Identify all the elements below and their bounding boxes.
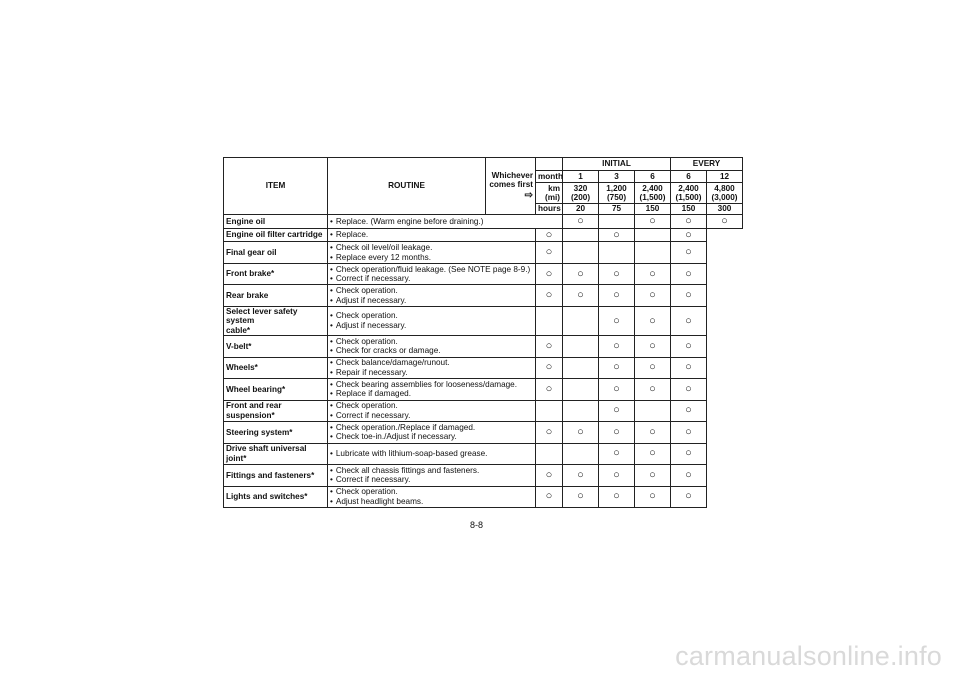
interval-mark-cell [599, 336, 635, 358]
check-circle-icon: ○ [613, 382, 620, 395]
interval-mark-cell [563, 443, 599, 465]
interval-hours: 150 [635, 204, 671, 215]
interval-mark-cell [536, 486, 563, 508]
interval-mark-cell [671, 357, 707, 379]
routine-text: • Replace. [330, 230, 533, 239]
routine-text: • Check all chassis fittings and fasteners. [330, 466, 533, 475]
routine-text: • Check operation/fluid leakage. (See NOTE page 8-9.) [330, 265, 533, 274]
table-body [224, 215, 743, 508]
item-cell [224, 379, 328, 401]
interval-mark-cell [671, 486, 707, 508]
table-row [224, 263, 743, 285]
maintenance-table [223, 157, 743, 508]
check-circle-icon: ○ [685, 228, 692, 241]
interval-mark-cell [599, 486, 635, 508]
routine-cell [328, 400, 536, 422]
routine-text: • Replace. (Warm engine before draining.) [330, 217, 560, 226]
interval-mi: (200) [570, 193, 591, 202]
check-circle-icon: ○ [721, 215, 728, 227]
check-circle-icon: ○ [577, 490, 584, 503]
check-circle-icon: ○ [613, 490, 620, 503]
hours-label: hours [536, 204, 563, 215]
interval-mark-cell [563, 215, 599, 229]
interval-mark-cell [599, 465, 635, 487]
item-text: Engine oil [226, 216, 266, 226]
interval-mi: (1,500) [675, 193, 702, 202]
item-text: Wheel bearing* [226, 384, 286, 394]
item-cell [224, 306, 328, 335]
routine-text: • Check operation. [330, 337, 533, 346]
check-circle-icon: ○ [685, 314, 692, 327]
interval-mark-cell [536, 228, 563, 242]
check-circle-icon: ○ [577, 215, 584, 227]
check-circle-icon: ○ [577, 289, 584, 302]
check-circle-icon: ○ [685, 339, 692, 352]
interval-mark-cell [599, 285, 635, 307]
interval-mark-cell [563, 285, 599, 307]
item-cell [224, 228, 328, 242]
check-circle-icon: ○ [577, 468, 584, 481]
interval-mark-cell [563, 336, 599, 358]
interval-mark-cell [635, 465, 671, 487]
interval-mark-cell [635, 215, 671, 229]
item-text: Final gear oil [226, 247, 277, 257]
check-circle-icon: ○ [649, 425, 656, 438]
routine-cell [328, 228, 536, 242]
interval-distance [599, 183, 635, 204]
interval-mark-cell [707, 215, 743, 229]
routine-text: • Check toe-in./Adjust if necessary. [330, 432, 533, 441]
table-row [224, 215, 743, 229]
interval-mark-cell [671, 465, 707, 487]
interval-distance [671, 183, 707, 204]
table-row [224, 465, 743, 487]
check-circle-icon: ○ [685, 246, 692, 259]
interval-mark-cell [536, 465, 563, 487]
interval-mark-cell [635, 379, 671, 401]
interval-distance [635, 183, 671, 204]
interval-mark-cell [635, 263, 671, 285]
page-number: 8-8 [470, 520, 484, 530]
check-circle-icon: ○ [649, 361, 656, 374]
whichever-comes-first [486, 158, 536, 215]
routine-text: • Check operation./Replace if damaged. [330, 423, 533, 432]
routine-cell [328, 465, 536, 487]
interval-mark-cell [635, 228, 671, 242]
interval-mark-cell [599, 228, 635, 242]
routine-cell [328, 285, 536, 307]
table-header [224, 158, 743, 215]
interval-hours: 20 [563, 204, 599, 215]
item-text: Fittings and fasteners* [226, 470, 315, 480]
interval-mark-cell [536, 400, 563, 422]
routine-text: • Check operation. [330, 311, 533, 320]
routine-cell [328, 336, 536, 358]
interval-mark-cell [536, 336, 563, 358]
interval-mark-cell [536, 357, 563, 379]
interval-mark-cell [599, 215, 635, 229]
interval-mi: (1,500) [639, 193, 666, 202]
check-circle-icon: ○ [649, 289, 656, 302]
interval-distance [707, 183, 743, 204]
interval-mark-cell [599, 242, 635, 264]
interval-month: 12 [707, 171, 743, 183]
routine-text: • Correct if necessary. [330, 411, 533, 420]
interval-month: 1 [563, 171, 599, 183]
check-circle-icon: ○ [649, 215, 656, 227]
table-row [224, 486, 743, 508]
routine-text: • Check balance/damage/runout. [330, 358, 533, 367]
item-text: joint* [226, 453, 247, 463]
interval-mark-cell [536, 285, 563, 307]
item-cell [224, 357, 328, 379]
check-circle-icon: ○ [685, 447, 692, 460]
interval-mark-cell [671, 379, 707, 401]
interval-mark-cell [599, 379, 635, 401]
interval-km: 320 [573, 183, 588, 193]
table-row [224, 306, 743, 335]
check-circle-icon: ○ [545, 490, 553, 503]
item-cell [224, 465, 328, 487]
interval-mark-cell [671, 400, 707, 422]
item-text: Front brake* [226, 269, 275, 279]
interval-mark-cell [635, 242, 671, 264]
initial-header: INITIAL [563, 158, 671, 171]
interval-mark-cell [536, 263, 563, 285]
check-circle-icon: ○ [685, 361, 692, 374]
interval-mark-cell [599, 422, 635, 444]
check-circle-icon: ○ [685, 289, 692, 302]
interval-mark-cell [563, 400, 599, 422]
routine-text: • Adjust if necessary. [330, 321, 533, 330]
check-circle-icon: ○ [613, 447, 620, 460]
check-circle-icon: ○ [613, 339, 620, 352]
routine-text: • Replace every 12 months. [330, 253, 533, 262]
interval-hours: 75 [599, 204, 635, 215]
routine-column-header: ROUTINE [328, 158, 486, 215]
check-circle-icon: ○ [685, 404, 692, 417]
check-circle-icon: ○ [685, 215, 692, 227]
check-circle-icon: ○ [649, 468, 656, 481]
check-circle-icon: ○ [613, 468, 620, 481]
item-text: Wheels* [226, 363, 258, 373]
item-cell [224, 486, 328, 508]
routine-text: • Check operation. [330, 286, 533, 295]
check-circle-icon: ○ [545, 267, 553, 280]
table-row [224, 228, 743, 242]
interval-mark-cell [536, 242, 563, 264]
item-text: Drive shaft universal [226, 444, 307, 454]
interval-mark-cell [563, 486, 599, 508]
interval-mark-cell [599, 306, 635, 335]
interval-mark-cell [671, 422, 707, 444]
routine-text: • Check oil level/oil leakage. [330, 243, 533, 252]
routine-text: • Check for cracks or damage. [330, 346, 533, 355]
interval-mark-cell [635, 336, 671, 358]
check-circle-icon: ○ [613, 361, 620, 374]
check-circle-icon: ○ [649, 314, 656, 327]
check-circle-icon: ○ [545, 425, 553, 438]
interval-hours: 150 [671, 204, 707, 215]
item-text: Front and rear [226, 401, 282, 411]
interval-mark-cell [671, 228, 707, 242]
interval-mark-cell [536, 379, 563, 401]
check-circle-icon: ○ [649, 339, 656, 352]
routine-text: • Check bearing assemblies for looseness/damage. [330, 380, 533, 389]
check-circle-icon: ○ [649, 267, 656, 280]
check-circle-icon: ○ [577, 267, 584, 280]
mi-label: (mi) [544, 193, 560, 202]
check-circle-icon: ○ [545, 339, 553, 352]
check-circle-icon: ○ [685, 425, 692, 438]
check-circle-icon: ○ [545, 361, 553, 374]
item-cell [224, 400, 328, 422]
interval-mark-cell [635, 306, 671, 335]
interval-mark-cell [671, 242, 707, 264]
check-circle-icon: ○ [613, 289, 620, 302]
interval-mark-cell [599, 263, 635, 285]
routine-cell [328, 379, 536, 401]
check-circle-icon: ○ [685, 382, 692, 395]
table-row [224, 336, 743, 358]
distance-label [536, 183, 563, 204]
interval-mark-cell [671, 336, 707, 358]
item-cell [224, 422, 328, 444]
month-label: month [536, 171, 563, 183]
routine-text: • Correct if necessary. [330, 475, 533, 484]
interval-mark-cell [671, 306, 707, 335]
interval-km: 2,400 [678, 183, 699, 193]
item-column-header: ITEM [224, 158, 328, 215]
routine-cell [328, 486, 536, 508]
routine-text: • Check operation. [330, 487, 533, 496]
check-circle-icon: ○ [545, 289, 553, 302]
routine-cell [328, 215, 563, 229]
table-row [224, 443, 743, 465]
interval-mark-cell [635, 422, 671, 444]
interval-mark-cell [635, 357, 671, 379]
item-text: Rear brake [226, 290, 269, 300]
check-circle-icon: ○ [649, 490, 656, 503]
interval-month: 6 [671, 171, 707, 183]
right-arrow-icon: ⇨ [524, 189, 533, 201]
interval-mark-cell [671, 443, 707, 465]
check-circle-icon: ○ [613, 314, 620, 327]
check-circle-icon: ○ [649, 382, 656, 395]
routine-cell [328, 242, 536, 264]
item-text: Steering system* [226, 427, 293, 437]
item-cell [224, 336, 328, 358]
interval-mark-cell [599, 400, 635, 422]
interval-mark-cell [671, 285, 707, 307]
check-circle-icon: ○ [613, 425, 620, 438]
routine-cell [328, 357, 536, 379]
interval-mark-cell [563, 306, 599, 335]
item-text: Engine oil filter cartridge [226, 230, 323, 240]
interval-km: 2,400 [642, 183, 663, 193]
check-circle-icon: ○ [545, 228, 553, 241]
header-spacer [536, 158, 563, 171]
check-circle-icon: ○ [685, 267, 692, 280]
interval-month: 3 [599, 171, 635, 183]
interval-distance [563, 183, 599, 204]
table-row [224, 422, 743, 444]
routine-text: • Correct if necessary. [330, 274, 533, 283]
interval-mark-cell [563, 422, 599, 444]
item-cell [224, 443, 328, 465]
routine-text: • Lubricate with lithium-soap-based grease. [330, 449, 533, 458]
interval-mark-cell [536, 443, 563, 465]
interval-mark-cell [671, 263, 707, 285]
check-circle-icon: ○ [545, 246, 553, 259]
interval-mark-cell [635, 486, 671, 508]
routine-cell [328, 263, 536, 285]
item-text: V-belt* [226, 341, 252, 351]
item-text: suspension* [226, 410, 275, 420]
table-row [224, 400, 743, 422]
interval-month: 6 [635, 171, 671, 183]
interval-mark-cell [635, 400, 671, 422]
routine-text: • Check operation. [330, 401, 533, 410]
check-circle-icon: ○ [649, 447, 656, 460]
item-cell [224, 242, 328, 264]
interval-mark-cell [563, 263, 599, 285]
routine-text: • Repair if necessary. [330, 368, 533, 377]
table-row [224, 379, 743, 401]
km-label: km [548, 183, 560, 193]
interval-mark-cell [563, 242, 599, 264]
check-circle-icon: ○ [613, 267, 620, 280]
interval-mark-cell [599, 357, 635, 379]
interval-mark-cell [635, 285, 671, 307]
every-header: EVERY [671, 158, 743, 171]
routine-text: • Replace if damaged. [330, 389, 533, 398]
interval-mark-cell [635, 443, 671, 465]
item-cell [224, 285, 328, 307]
interval-mark-cell [599, 443, 635, 465]
interval-mi: (3,000) [711, 193, 738, 202]
table-row [224, 357, 743, 379]
check-circle-icon: ○ [545, 468, 553, 481]
interval-km: 4,800 [714, 183, 735, 193]
item-text: cable* [226, 325, 251, 335]
item-text: Lights and switches* [226, 492, 308, 502]
item-cell [224, 263, 328, 285]
routine-text: • Adjust if necessary. [330, 296, 533, 305]
item-cell [224, 215, 328, 229]
check-circle-icon: ○ [613, 404, 620, 417]
routine-cell [328, 306, 536, 335]
check-circle-icon: ○ [545, 382, 553, 395]
whichever-line1: Whichever [491, 170, 533, 180]
interval-mark-cell [563, 379, 599, 401]
whichever-line2: comes first [489, 180, 533, 190]
check-circle-icon: ○ [685, 468, 692, 481]
routine-cell [328, 443, 536, 465]
routine-text: • Adjust headlight beams. [330, 497, 533, 506]
table-row [224, 285, 743, 307]
interval-km: 1,200 [606, 183, 627, 193]
check-circle-icon: ○ [577, 425, 584, 438]
interval-mark-cell [563, 228, 599, 242]
routine-cell [328, 422, 536, 444]
item-text: Select lever safety system [226, 306, 298, 326]
interval-mark-cell [563, 357, 599, 379]
interval-mi: (750) [606, 193, 627, 202]
interval-mark-cell [563, 465, 599, 487]
interval-mark-cell [671, 215, 707, 229]
interval-mark-cell [536, 306, 563, 335]
check-circle-icon: ○ [613, 228, 620, 241]
interval-hours: 300 [707, 204, 743, 215]
check-circle-icon: ○ [685, 490, 692, 503]
watermark: carmanualsonline.info [675, 641, 942, 671]
table-row [224, 242, 743, 264]
interval-mark-cell [536, 422, 563, 444]
